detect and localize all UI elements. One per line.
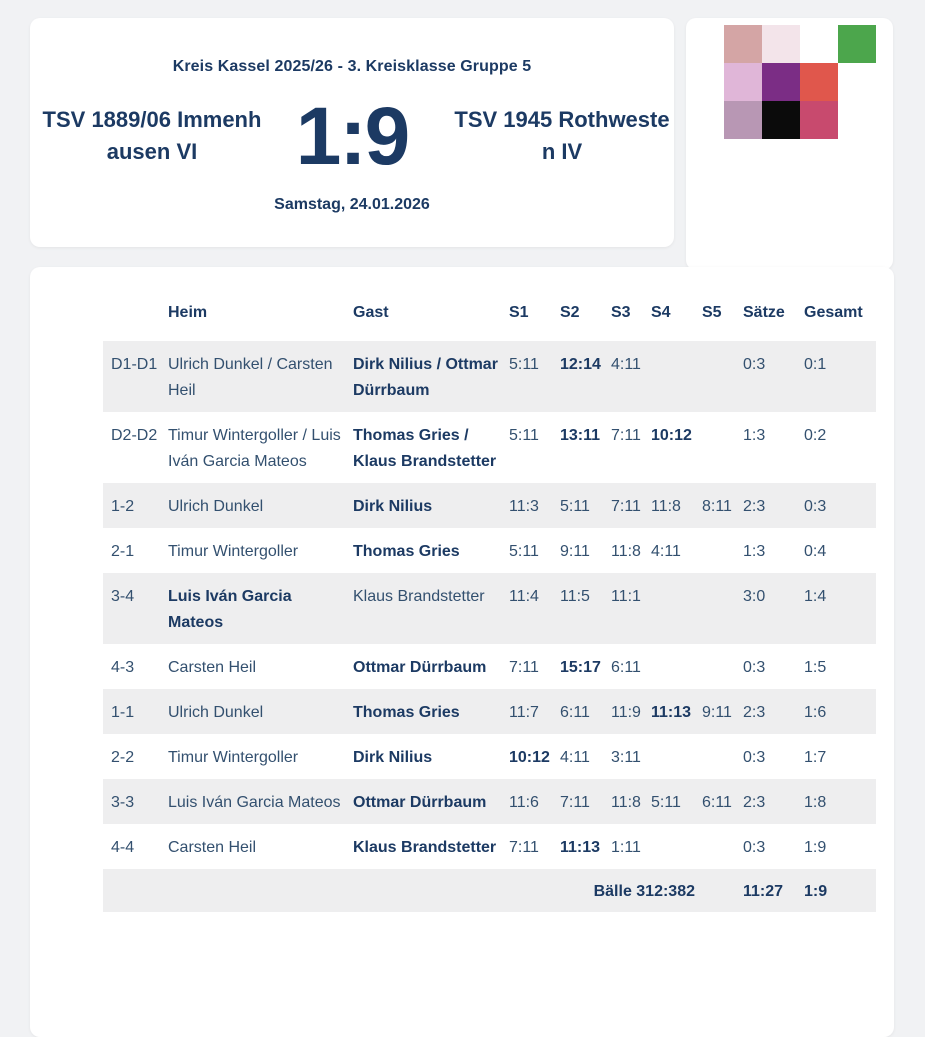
set3-cell: 7:11 xyxy=(603,483,643,528)
set5-cell: 6:11 xyxy=(694,779,735,824)
set3-cell: 4:11 xyxy=(603,341,643,412)
away-player-cell[interactable]: Dirk Nilius xyxy=(345,483,501,528)
gesamt-cell: 1:5 xyxy=(804,659,827,676)
matches-table-card xyxy=(30,267,894,1037)
total-saetze: 11:27 xyxy=(735,869,796,912)
pos-cell: 3-3 xyxy=(103,779,160,824)
set1-cell: 11:6 xyxy=(501,779,552,824)
gesamt-cell: 1:7 xyxy=(804,749,827,766)
away-player-cell[interactable]: Ottmar Dürrbaum xyxy=(345,779,501,824)
saetze-cell: 2:3 xyxy=(735,689,796,734)
set5-cell xyxy=(694,644,735,689)
set3-cell: 11:8 xyxy=(611,543,641,560)
col-s4-header: S4 xyxy=(651,304,671,321)
home-player-cell[interactable]: Luis Iván Garcia Mateos xyxy=(160,573,345,644)
gesamt-cell: 0:3 xyxy=(796,483,876,528)
set4-cell xyxy=(643,573,694,644)
table-row xyxy=(103,412,876,483)
col-saetze-header: Sätze xyxy=(743,304,785,321)
set2-cell: 13:11 xyxy=(560,427,601,444)
saetze-cell: 2:3 xyxy=(735,483,796,528)
col-s3-header: S3 xyxy=(611,304,631,321)
away-player-cell[interactable]: Dirk Nilius / Ottmar Dürrbaum xyxy=(345,341,501,412)
set1-cell: 5:11 xyxy=(509,543,539,560)
set2-cell: 5:11 xyxy=(552,483,603,528)
home-player-cell[interactable]: Ulrich Dunkel xyxy=(160,483,345,528)
set5-cell xyxy=(694,528,735,573)
home-player-cell[interactable]: Ulrich Dunkel / Carsten Heil xyxy=(160,341,345,412)
col-s1-header: S1 xyxy=(509,304,529,321)
total-balls: Bälle 312:382 xyxy=(103,869,735,912)
set4-cell xyxy=(643,734,694,779)
set3-cell: 7:11 xyxy=(611,427,641,444)
gesamt-cell: 1:8 xyxy=(796,779,876,824)
col-gast-header: Gast xyxy=(353,304,389,321)
home-player-cell[interactable]: Carsten Heil xyxy=(168,839,257,856)
set3-cell: 11:1 xyxy=(603,573,643,644)
club-logo-image xyxy=(724,25,876,139)
home-player-cell[interactable]: Timur Wintergoller xyxy=(168,749,299,766)
set4-cell: 10:12 xyxy=(651,427,692,444)
col-s2-header: S2 xyxy=(560,304,580,321)
set4-cell: 11:13 xyxy=(643,689,694,734)
home-player-cell[interactable]: Timur Wintergoller xyxy=(168,543,299,560)
set2-cell: 12:14 xyxy=(552,341,603,412)
pos-cell: 2-1 xyxy=(111,543,135,560)
table-row xyxy=(103,528,876,573)
gesamt-cell: 1:6 xyxy=(796,689,876,734)
set1-cell: 7:11 xyxy=(509,659,539,676)
totals-row xyxy=(103,869,876,912)
away-player-cell[interactable]: Ottmar Dürrbaum xyxy=(353,659,487,676)
set4-cell xyxy=(643,341,694,412)
set4-cell xyxy=(643,824,694,869)
set5-cell xyxy=(694,573,735,644)
saetze-cell: 0:3 xyxy=(743,659,766,676)
gesamt-cell: 0:2 xyxy=(804,427,827,444)
table-row xyxy=(103,779,876,824)
saetze-cell: 1:3 xyxy=(743,543,766,560)
col-s5-header: S5 xyxy=(702,304,722,321)
match-date: Samstag, 24.01.2026 xyxy=(274,196,430,213)
gesamt-cell: 1:4 xyxy=(796,573,876,644)
table-row xyxy=(103,483,876,528)
saetze-cell: 2:3 xyxy=(735,779,796,824)
gesamt-cell: 0:1 xyxy=(796,341,876,412)
away-player-cell[interactable]: Thomas Gries xyxy=(353,543,460,560)
table-row xyxy=(103,644,876,689)
set4-cell: 11:8 xyxy=(643,483,694,528)
match-header-card xyxy=(30,18,674,247)
set2-cell: 11:5 xyxy=(552,573,603,644)
pos-cell: D2-D2 xyxy=(111,427,158,444)
set2-cell: 15:17 xyxy=(560,659,601,676)
set2-cell: 7:11 xyxy=(552,779,603,824)
pos-cell: 3-4 xyxy=(103,573,160,644)
matches-table xyxy=(103,285,876,912)
set1-cell: 10:12 xyxy=(509,749,550,766)
set3-cell: 6:11 xyxy=(611,659,641,676)
set1-cell: 11:4 xyxy=(501,573,552,644)
set1-cell: 5:11 xyxy=(501,341,552,412)
col-pos-header xyxy=(103,285,160,341)
table-row xyxy=(103,824,876,869)
set4-cell: 5:11 xyxy=(643,779,694,824)
away-player-cell[interactable]: Klaus Brandstetter xyxy=(353,839,497,856)
away-team-name[interactable]: TSV 1945 Rothwesten IV xyxy=(454,107,670,164)
total-gesamt: 1:9 xyxy=(796,869,876,912)
pos-cell: 4-3 xyxy=(111,659,135,676)
away-player-cell[interactable]: Thomas Gries / Klaus Brandstetter xyxy=(353,427,497,470)
saetze-cell: 0:3 xyxy=(743,839,766,856)
set3-cell: 1:11 xyxy=(611,839,641,856)
home-player-cell[interactable]: Timur Wintergoller / Luis Iván Garcia Mateos xyxy=(168,427,341,470)
table-row xyxy=(103,689,876,734)
set5-cell xyxy=(694,734,735,779)
match-score: 1:9 xyxy=(295,91,409,182)
table-row xyxy=(103,341,876,412)
table-row xyxy=(103,573,876,644)
set1-cell: 11:7 xyxy=(501,689,552,734)
pos-cell: 1-1 xyxy=(103,689,160,734)
set4-cell xyxy=(643,644,694,689)
col-gesamt-header: Gesamt xyxy=(804,304,863,321)
home-player-cell[interactable]: Luis Iván Garcia Mateos xyxy=(160,779,345,824)
col-heim-header: Heim xyxy=(168,304,208,321)
saetze-cell: 0:3 xyxy=(735,341,796,412)
set4-cell: 4:11 xyxy=(651,543,681,560)
set5-cell: 9:11 xyxy=(694,689,735,734)
set3-cell: 11:8 xyxy=(603,779,643,824)
away-player-cell[interactable]: Dirk Nilius xyxy=(353,749,433,766)
home-player-cell[interactable]: Carsten Heil xyxy=(168,659,257,676)
away-player-cell[interactable]: Thomas Gries xyxy=(345,689,501,734)
set2-cell: 6:11 xyxy=(552,689,603,734)
pos-cell: 4-4 xyxy=(111,839,135,856)
set3-cell: 3:11 xyxy=(611,749,641,766)
home-player-cell[interactable]: Ulrich Dunkel xyxy=(160,689,345,734)
set1-cell: 5:11 xyxy=(509,427,539,444)
set1-cell: 11:3 xyxy=(501,483,552,528)
saetze-cell: 3:0 xyxy=(735,573,796,644)
gesamt-cell: 0:4 xyxy=(804,543,827,560)
table-header-row xyxy=(103,285,876,341)
set5-cell: 8:11 xyxy=(694,483,735,528)
saetze-cell: 0:3 xyxy=(743,749,766,766)
pos-cell: 2-2 xyxy=(111,749,135,766)
saetze-cell: 1:3 xyxy=(743,427,766,444)
league-title: Kreis Kassel 2025/26 - 3. Kreisklasse Gruppe 5 xyxy=(172,58,532,75)
table-row xyxy=(103,734,876,779)
pos-cell: 1-2 xyxy=(103,483,160,528)
set5-cell xyxy=(694,341,735,412)
away-player-cell[interactable]: Klaus Brandstetter xyxy=(345,573,501,644)
set5-cell xyxy=(694,824,735,869)
set3-cell: 11:9 xyxy=(603,689,643,734)
set2-cell: 9:11 xyxy=(560,543,590,560)
gesamt-cell: 1:9 xyxy=(804,839,827,856)
set2-cell: 4:11 xyxy=(560,749,590,766)
set2-cell: 11:13 xyxy=(560,839,601,856)
set1-cell: 7:11 xyxy=(509,839,539,856)
set5-cell xyxy=(694,412,735,483)
home-team-name[interactable]: TSV 1889/06 Immenhausen VI xyxy=(42,107,262,164)
pos-cell: D1-D1 xyxy=(103,341,160,412)
